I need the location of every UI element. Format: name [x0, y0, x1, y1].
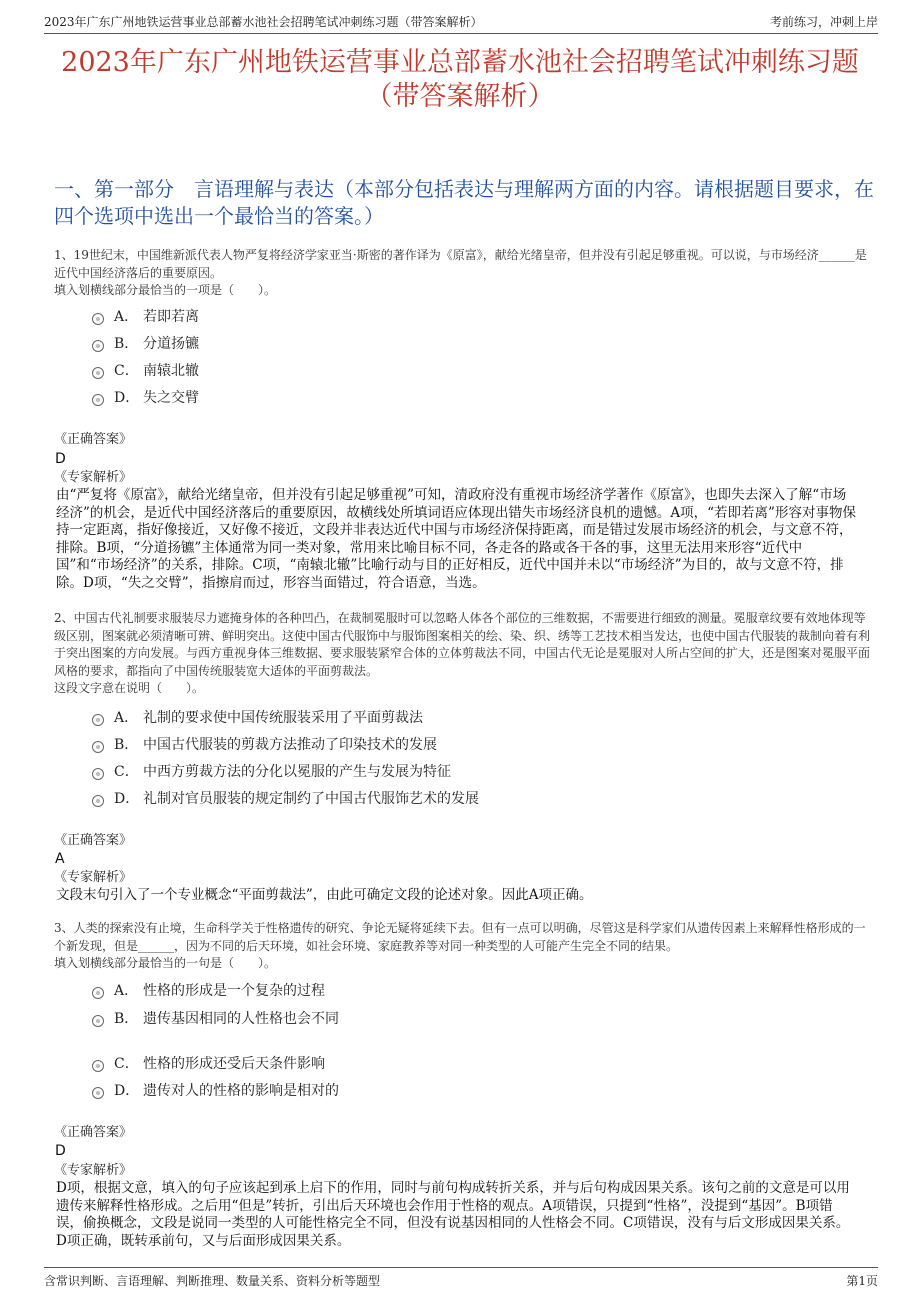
page-number: 第1页 — [846, 1274, 878, 1288]
question-2-explanation-label: 《专家解析》 — [54, 870, 133, 885]
section-heading: 一、第一部分 言语理解与表达（本部分包括表达与理解两方面的内容。请根据题目要求，在四个选项中选出一个最恰当的答案。） — [54, 177, 874, 228]
option-text: 中西方剪裁方法的分化以冕服的产生与发展为特征 — [143, 764, 451, 780]
question-prompt: 填入划横线部分最恰当的一句是（ ）。 — [54, 956, 277, 970]
question-1-answer-label: 《正确答案》 — [54, 432, 133, 447]
question-stem-text: 2、中国古代礼制要求服装尽力遮掩身体的各种凹凸，在裁制冕服时可以忽略人体各个部位的三维数据，不需要进行细致的测量。冕服章纹要有效地体现等级区别，图案就必须清晰可辨、鲜明突出。这使中国古代服饰中与服饰图案相关的绘、染、织、绣等工艺技术相当发达，也使中国古代服装的裁制向着有利于突出图案的方向发展。与西方重视身体三维数据、要求服装紧窄合体的立体剪裁法不同，中国古代无论是冕服对人所占空间的扩大，还是图案对冕服平面风格的要求，都指向了中国传统服装宽大适体的平面剪裁法。 — [54, 611, 871, 678]
option-text: 遗传对人的性格的影响是相对的 — [143, 1083, 339, 1099]
option-letter: A． — [114, 710, 139, 726]
option-text: 南辕北辙 — [143, 363, 199, 379]
option-letter: B． — [114, 336, 139, 352]
option-text: 性格的形成是一个复杂的过程 — [143, 983, 325, 999]
question-1-explanation: 由“严复将《原富》，献给光绪皇帝，但并没有引起足够重视”可知，清政府没有重视市场经济学著作《原富》，也即失去深入了解“市场经济”的机会，是近代中国经济落后的重要原因，故横线处所填词语应体现出错失市场经济良机的遗憾。A项，“若即若离”形容对事物保持一定距离，指好像接近，又好像不接近，文段并非表达近代中国与市场经济保持距离，而是错过发展市场经济的机会，与文意不符，排除。B项，“分道扬镳”主体通常为同一类对象，常用来比喻目标不同，各走各的路或各干各的事，这里无法用来形容“近代中国”和“市场经济”的关系，排除。C项，“南辕北辙”比喻行动与目的正好相反，近代中国并未以“市场经济”为目的，故与文意不符，排除。D项，“失之交臂”，指擦肩而过，形容当面错过，符合语意，当选。 — [56, 487, 856, 591]
page-header — [44, 10, 878, 34]
option-letter: C． — [114, 363, 139, 379]
question-stem-text: 1、19世纪末，中国维新派代表人物严复将经济学家亚当·斯密的著作译为《原富》，献给光绪皇帝，但并没有引起足够重视。可以说，与市场经济______是近代中国经济落后的重要原因。 — [54, 248, 867, 280]
header-slogan: 考前练习，冲刺上岸 — [769, 15, 878, 29]
page-footer — [44, 1267, 878, 1291]
radio-button[interactable] — [92, 394, 104, 406]
option-text: 遗传基因相同的人性格也会不同 — [143, 1011, 339, 1027]
option-text: 礼制的要求使中国传统服装采用了平面剪裁法 — [143, 710, 423, 726]
radio-button[interactable] — [92, 741, 104, 753]
question-2-explanation: 文段末句引入了一个专业概念“平面剪裁法”，由此可确定文段的论述对象。因此A项正确。 — [56, 887, 593, 903]
question-2-answer: A — [55, 851, 65, 867]
question-3-answer: D — [55, 1143, 66, 1159]
question-1-stem — [54, 247, 874, 300]
option-letter: B． — [114, 1011, 139, 1027]
document-title: 2023年广东广州地铁运营事业总部蓄水池社会招聘笔试冲刺练习题（带答案解析） — [61, 47, 859, 112]
question-1-answer: D — [55, 451, 66, 467]
option-text: 中国古代服装的剪裁方法推动了印染技术的发展 — [143, 737, 437, 753]
option-text: 礼制对官员服装的规定制约了中国古代服饰艺术的发展 — [143, 791, 479, 807]
option-text: 性格的形成还受后天条件影响 — [143, 1056, 325, 1072]
question-3-explanation-label: 《专家解析》 — [54, 1163, 133, 1178]
option-text: 分道扬镳 — [143, 336, 199, 352]
footer-description: 含常识判断、言语理解、判断推理、数量关系、资料分析等题型 — [44, 1274, 381, 1288]
question-prompt: 这段文字意在说明（ ）。 — [54, 681, 205, 695]
question-prompt: 填入划横线部分最恰当的一项是（ ）。 — [54, 283, 277, 297]
radio-button[interactable] — [92, 367, 104, 379]
question-1-explanation-label: 《专家解析》 — [54, 470, 133, 485]
option-letter: A． — [114, 983, 139, 999]
radio-button[interactable] — [92, 987, 104, 999]
option-text: 若即若离 — [143, 309, 199, 325]
question-2-answer-label: 《正确答案》 — [54, 833, 133, 848]
radio-button[interactable] — [92, 1087, 104, 1099]
option-letter: A． — [114, 309, 139, 325]
radio-button[interactable] — [92, 313, 104, 325]
radio-button[interactable] — [92, 340, 104, 352]
radio-button[interactable] — [92, 1015, 104, 1027]
option-letter: D． — [114, 390, 140, 406]
question-3-stem — [54, 920, 874, 973]
question-3-explanation: D项，根据文意，填入的句子应该起到承上启下的作用，同时与前句构成转折关系，并与后句构成因果关系。该句之前的文意是可以用遗传来解释性格形成。之后用“但是”转折，引出后天环境也会作用于性格的观点。A项错误，只提到“性格”，没提到“基因”。B项错误，偷换概念，文段是说同一类型的人可能性格完全不同，但没有说基因相同的人性格会不同。C项错误，没有与后文形成因果关系。D项正确，既转承前句，又与后面形成因果关系。 — [56, 1180, 850, 1249]
option-letter: D． — [114, 791, 140, 807]
question-2-stem — [54, 610, 874, 698]
header-doc-title: 2023年广东广州地铁运营事业总部蓄水池社会招聘笔试冲刺练习题（带答案解析） — [44, 15, 483, 29]
option-text: 失之交臂 — [143, 390, 199, 406]
radio-button[interactable] — [92, 768, 104, 780]
option-letter: C． — [114, 764, 139, 780]
radio-button[interactable] — [92, 1060, 104, 1072]
radio-button[interactable] — [92, 795, 104, 807]
option-letter: D． — [114, 1083, 140, 1099]
question-3-answer-label: 《正确答案》 — [54, 1125, 133, 1140]
option-letter: C． — [114, 1056, 139, 1072]
question-stem-text: 3、人类的探索没有止境，生命科学关于性格遗传的研究、争论无疑将延续下去。但有一点可以明确，尽管这是科学家们从遗传因素上来解释性格形成的一个新发现，但是______，因为不同的后天环境，如社会环境、家庭教养等对同一种类型的人可能产生完全不同的结果。 — [54, 921, 866, 953]
radio-button[interactable] — [92, 714, 104, 726]
option-letter: B． — [114, 737, 139, 753]
